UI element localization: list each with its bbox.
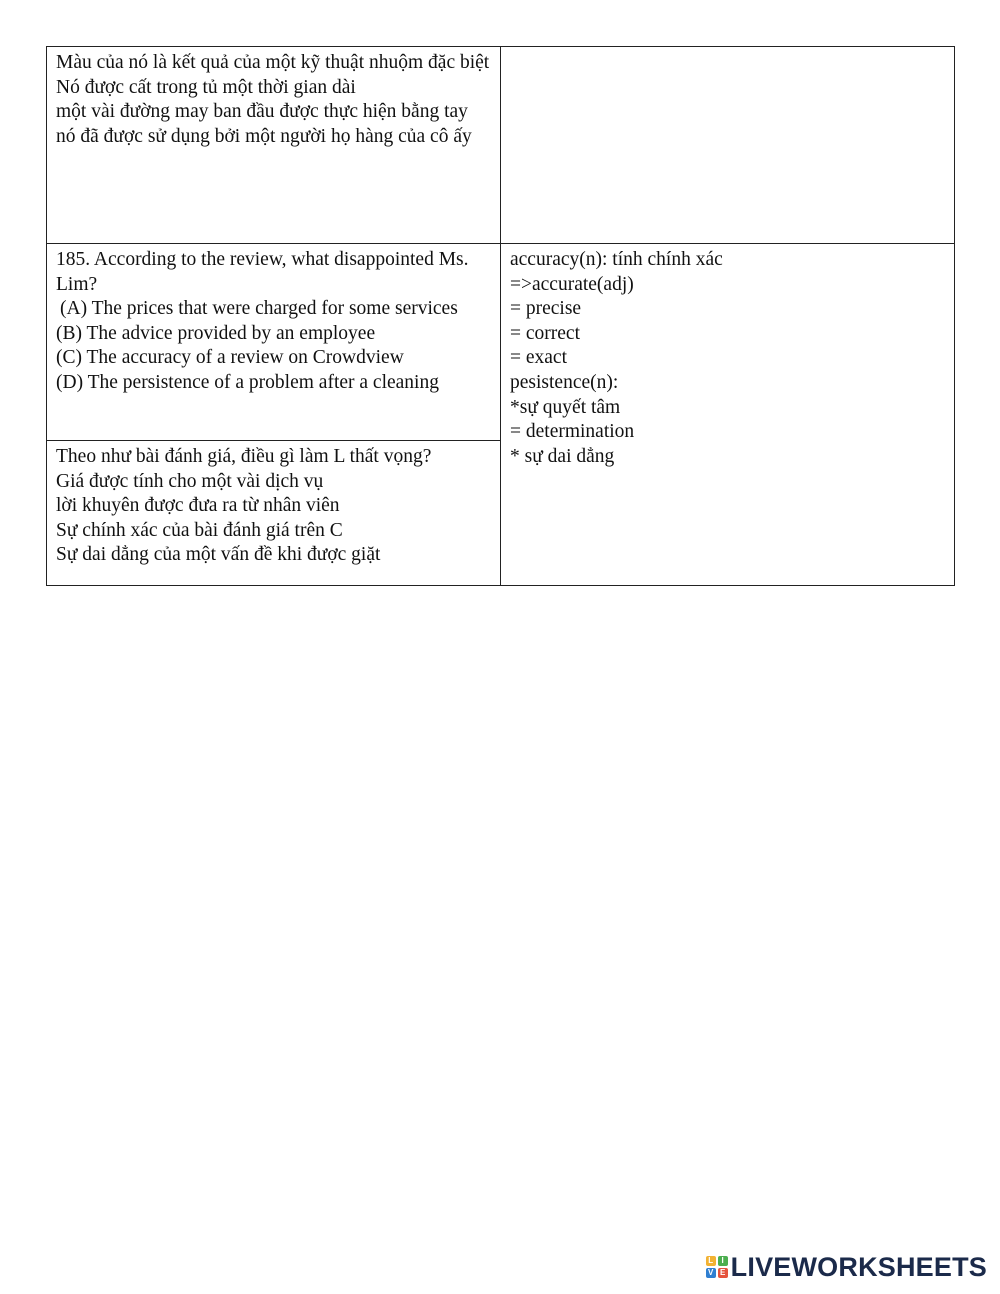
vocab-line: * sự dai dẳng bbox=[510, 445, 615, 467]
vocab-line: = precise bbox=[510, 298, 582, 320]
vocab-line: accuracy(n): tính chính xác bbox=[510, 249, 723, 270]
answer-option-c: (C) The accuracy of a review on Crowdview bbox=[56, 347, 404, 369]
translation-question: Theo như bài đánh giá, điều gì làm L thất vọng? bbox=[56, 446, 432, 467]
text-line: Nó được cất trong tủ một thời gian dài bbox=[56, 76, 356, 98]
table-row bbox=[47, 244, 955, 441]
logo-square: V bbox=[706, 1268, 716, 1278]
text-line: Màu của nó là kết quả của một kỹ thuật nhuộm đặc biệt bbox=[56, 52, 490, 73]
answer-option-b: (B) The advice provided by an employee bbox=[56, 322, 376, 344]
answer-option-d: (D) The persistence of a problem after a cleaning bbox=[56, 371, 439, 393]
question-text: 185. According to the review, what disappointed Ms. Lim? bbox=[56, 249, 469, 295]
logo-square: I bbox=[718, 1256, 728, 1266]
empty-notes-cell bbox=[501, 47, 955, 244]
text-line: một vài đường may ban đầu được thực hiện bằng tay bbox=[56, 101, 468, 123]
text-line: nó đã được sử dụng bởi một người họ hàng của cô ấy bbox=[56, 125, 472, 147]
translation-option-c: Sự chính xác của bài đánh giá trên C bbox=[56, 519, 343, 541]
translation-option-a: Giá được tính cho một vài dịch vụ bbox=[56, 470, 324, 492]
answer-option-a: (A) The prices that were charged for some services bbox=[60, 298, 458, 320]
vocab-line: = exact bbox=[510, 347, 568, 369]
logo-square: E bbox=[718, 1268, 728, 1278]
logo-square: L bbox=[706, 1256, 716, 1266]
logo-text: LIVEWORKSHEETS bbox=[730, 1251, 987, 1282]
liveworksheets-logo-icon bbox=[706, 1256, 728, 1278]
question-cell bbox=[47, 244, 501, 441]
vocab-line: =>accurate(adj) bbox=[510, 273, 634, 295]
vocab-line: = correct bbox=[510, 322, 580, 344]
translation-cell bbox=[47, 441, 501, 586]
liveworksheets-logo bbox=[706, 1251, 987, 1282]
vocabulary-cell bbox=[501, 244, 955, 586]
vocab-line: pesistence(n): bbox=[510, 371, 619, 393]
translation-option-b: lời khuyên được đưa ra từ nhân viên bbox=[56, 495, 340, 517]
translation-option-d: Sự dai dẳng của một vấn đề khi được giặt bbox=[56, 544, 381, 566]
table-row bbox=[47, 47, 955, 244]
translation-cell-previous bbox=[47, 47, 501, 244]
vocab-line: *sự quyết tâm bbox=[510, 396, 621, 418]
vocab-line: = determination bbox=[510, 421, 635, 443]
worksheet-table bbox=[46, 46, 955, 586]
